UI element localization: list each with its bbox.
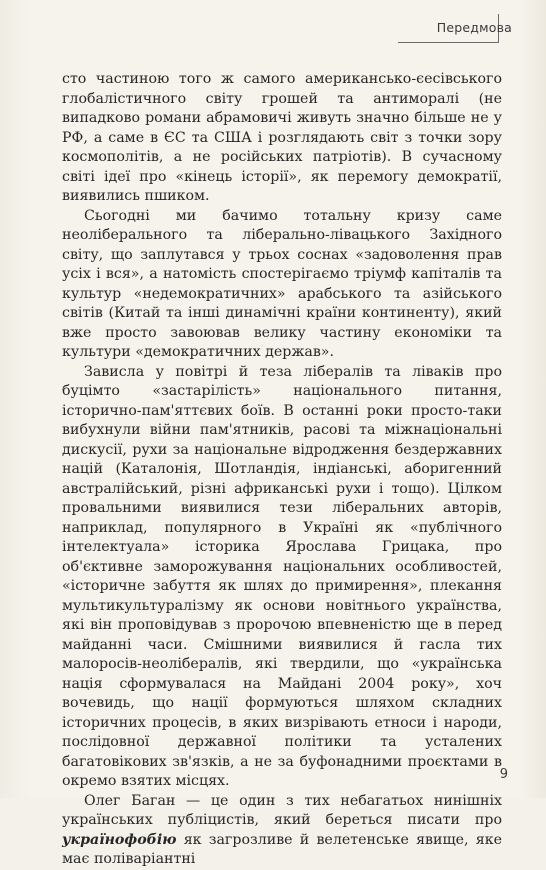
paragraph-4-text-after: як загрозливе й велетенське явище, яке має поліваріантні bbox=[62, 831, 502, 867]
paragraph-4-text-before: Олег Баган — це один з тих небагатьох нинішніх українських публіцистів, який береться писати про bbox=[62, 792, 502, 828]
paragraph-4-emphasis: українофобію bbox=[62, 831, 177, 848]
running-title: Передмова bbox=[436, 20, 512, 35]
header-horizontal-rule bbox=[398, 42, 498, 43]
paragraph-2: Сьогодні ми бачимо тотальну кризу саме неоліберального та ліберально-лівацького Західного світу, що заплутався у трьох соснах «задоволення прав усіх і вся», а натомість спостерігаємо тріумф капіталів та культур «недемократичних» арабського та азійського світів (Китай та інші динамічні країни континенту), який вже просто завоював велику частину економіки та культури «демократичних держав». bbox=[62, 207, 502, 360]
paragraph-3: Зависла у повітрі й теза лібералів та ліваків про буцімто «застарілість» національного питання, історично-пам'яттєвих боїв. В останні роки просто-таки вибухнули війни пам'ятників, расові та міжнаціональні дискусії, рухи за національне відродження бездержавних націй (Каталонія, Шотландія, індіанські, аборигенний австралійський, різні африканські рухи і тощо). Цілком провальними виявилися тези ліберальних авторів, наприклад, популярного в Україні як «публічного інтелектуала» історика Ярослава Грицака, про об'єктивне заморожування національних особливостей, «історичне забуття як шлях до примирення», плекання мультикультуралізму як основи новітнього українства, які він проповідував з пророчою впевненістю ще в перед майданні часи. Смішними виявилися й гасла тих малоросів-неолібералів, які твердили, що «українська нація сформувалася на Майдані 2004 року», хоч вочевидь, що нації формуються шляхом складних історичних процесів, в яких визрівають етноси і народи, послідовної державної політики та усталених багатовікових зв'язків, а не за буфонадними проєктами в окремо взятих місцях. bbox=[62, 363, 502, 789]
body-text bbox=[62, 70, 502, 870]
page-number: 9 bbox=[499, 767, 508, 782]
paragraph-1: сто частиною того ж самого американсько-єесівського глобалістичного світу грошей та антиморалі (не випадково романи абрамовичі живуть значно більше не у РФ, а саме в ЄС та США і розглядають світ з точки зору космополітів, а не російських патріотів). В сучасному світі ідеї про «кінець історії», як перемогу демократії, виявились пшиком. bbox=[62, 71, 502, 204]
paragraph-4 bbox=[62, 792, 502, 870]
